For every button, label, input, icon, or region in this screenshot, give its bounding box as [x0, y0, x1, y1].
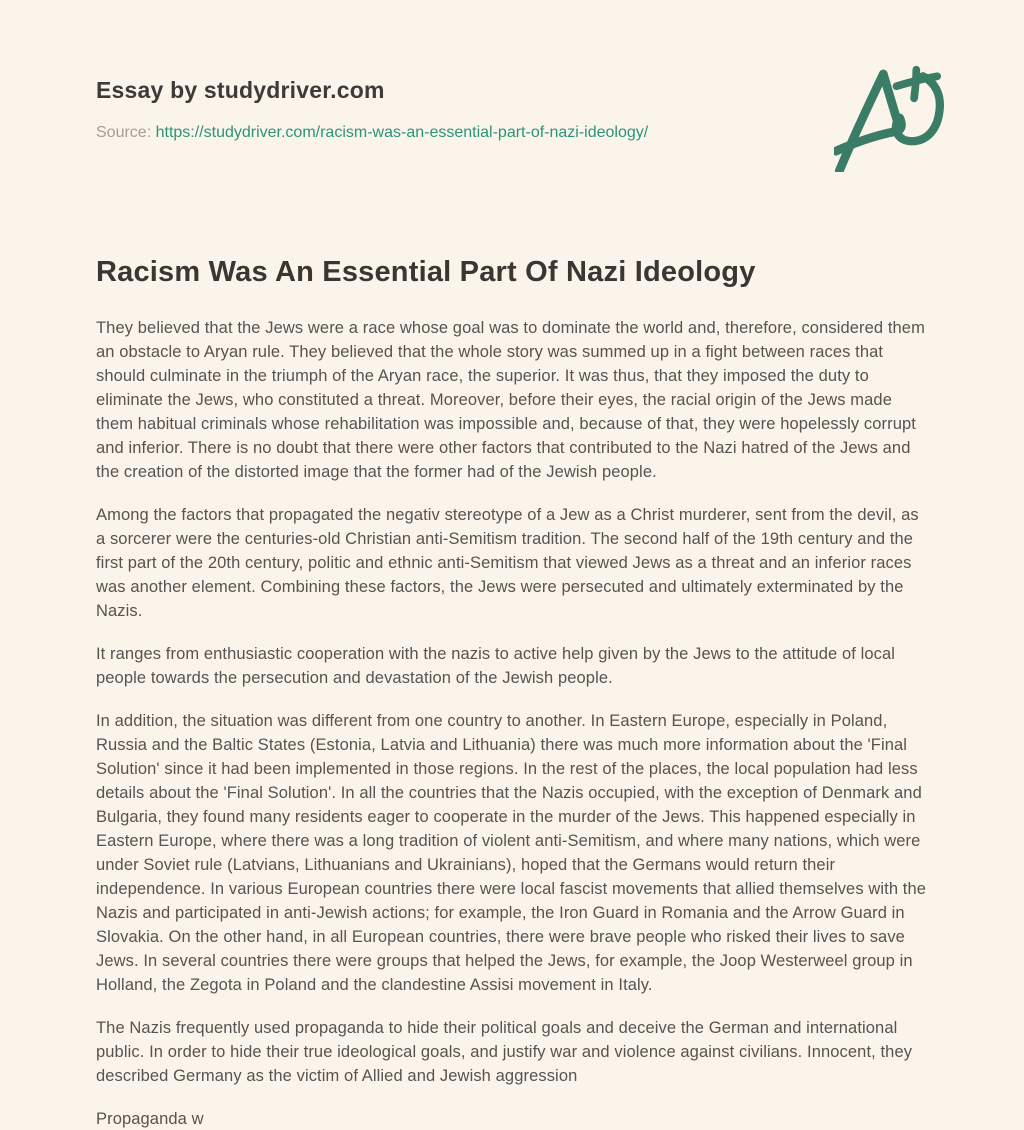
essay-paragraph: Propaganda w — [96, 1110, 204, 1128]
essay-paragraphs — [96, 316, 932, 1130]
source-label: Source: — [96, 124, 152, 141]
source-line — [96, 123, 932, 143]
essay-paragraph: They believed that the Jews were a race whose goal was to dominate the world and, therefore, considered them an obstacle to Aryan rule. They believed that the whole story was summed up in a fight between races that should culminate in the triumph of the Aryan race, the superior. It was thus, that they imposed the duty to eliminate the Jews, who constituted a threat. Moreover, before their eyes, the racial origin of the Jews made them habitual criminals whose rehabilitation was impossible and, because of that, they were hopelessly corrupt and inferior. There is no doubt that there were other factors that contributed to the Nazi hatred of the Jews and the creation of the distorted image that the former had of the Jewish people. — [96, 319, 925, 481]
site-title: Essay by studydriver.com — [96, 77, 385, 103]
source-url-link[interactable]: https://studydriver.com/racism-was-an-essential-part-of-nazi-ideology/ — [155, 124, 649, 141]
essay-title: Racism Was An Essential Part Of Nazi Ideology — [96, 256, 756, 288]
a-plus-logo-icon — [834, 62, 948, 172]
essay-paragraph: The Nazis frequently used propaganda to hide their political goals and deceive the German and international public. In order to hide their true ideological goals, and justify war and violence against civilians. Innocent, they described Germany as the victim of Allied and Jewish aggression — [96, 1019, 913, 1085]
essay-paragraph: It ranges from enthusiastic cooperation with the nazis to active help given by the Jews to the attitude of local people towards the persecution and devastation of the Jewish people. — [96, 645, 896, 687]
page-header — [96, 76, 932, 143]
essay-paragraph: Among the factors that propagated the negativ stereotype of a Jew as a Christ murderer, sent from the devil, as a sorcerer were the centuries-old Christian anti-Semitism tradition. The second half of the 19th century and the first part of the 20th century, politic and ethnic anti-Semitism that viewed Jews as a threat and an inferior races was another element. Combining these factors, the Jews were persecuted and ultimately exterminated by the Nazis. — [96, 506, 919, 620]
essay-paragraph: In addition, the situation was different from one country to another. In Eastern Europe, especially in Poland, Russia and the Baltic States (Estonia, Latvia and Lithuania) there was much more information about the 'Final Solution' since it had been implemented in those regions. In the rest of the places, the local population had less details about the 'Final Solution'. In all the countries that the Nazis occupied, with the exception of Denmark and Bulgaria, they found many residents eager to cooperate in the murder of the Jews. This happened especially in Eastern Europe, where there was a long tradition of violent anti-Semitism, and where many nations, which were under Soviet rule (Latvians, Lithuanians and Ukrainians), hoped that the Germans would return their independence. In various European countries there were local fascist movements that allied themselves with the Nazis and participated in anti-Jewish actions; for example, the Iron Guard in Romania and the Arrow Guard in Slovakia. On the other hand, in all European countries, there were brave people who risked their lives to save Jews. In several countries there were groups that helped the Jews, for example, the Joop Westerweel group in Holland, the Zegota in Poland and the clandestine Assisi movement in Italy. — [96, 712, 927, 994]
